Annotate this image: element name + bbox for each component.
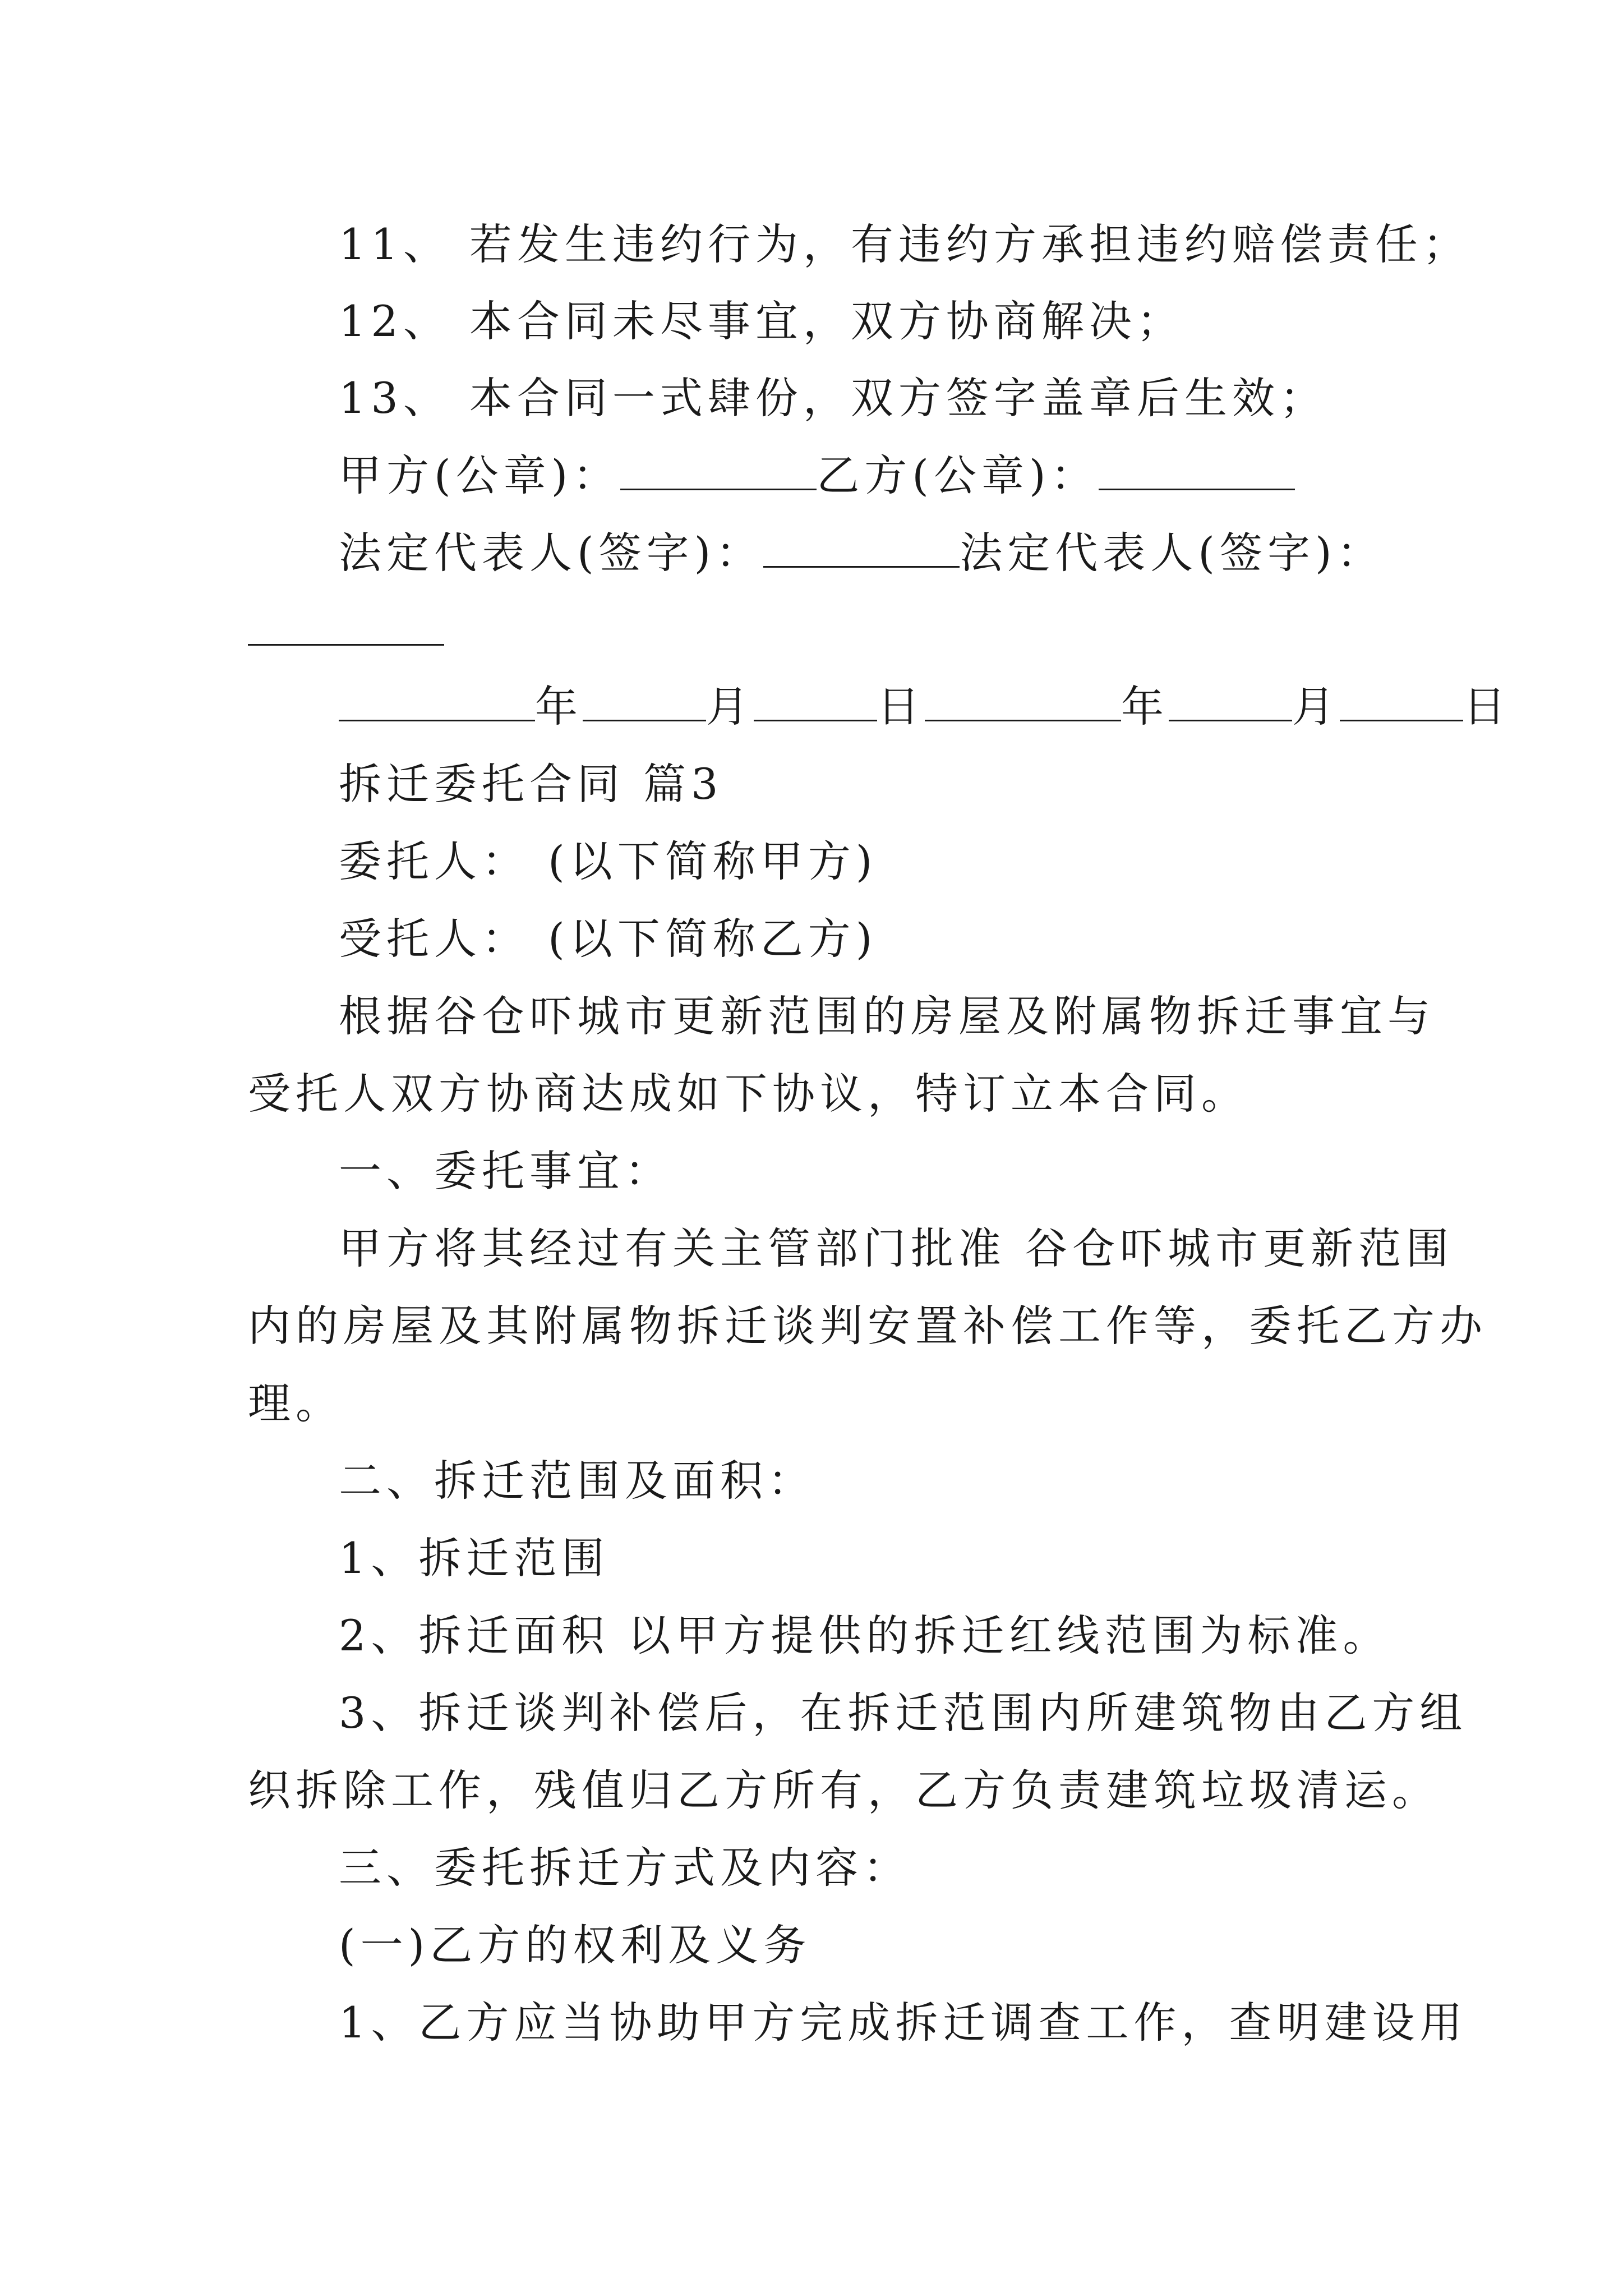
representative-line	[339, 528, 1385, 578]
obligation-item-1: 1、乙方应当协助甲方完成拆迁调查工作，查明建设用	[339, 1998, 1468, 2047]
clause-11: 11、 若发生违约行为，有违约方承担违约赔偿责任；	[339, 219, 1470, 269]
section-title: 拆迁委托合同 篇3	[339, 759, 723, 809]
party-a-representative-blank	[763, 532, 960, 568]
party-a-representative-label: 法定代表人(签字)：	[339, 528, 764, 578]
heading-scope-area: 二、拆迁范围及面积：	[339, 1456, 815, 1506]
scope-item-1: 1、拆迁范围	[339, 1533, 610, 1583]
party-a-month-blank	[583, 686, 706, 721]
agent-line: 受托人： (以下简称乙方)	[339, 914, 878, 964]
scope-item-3-line-1: 3、拆迁谈判补偿后，在拆迁范围内所建筑物由乙方组	[339, 1688, 1468, 1738]
day-label: 日	[877, 682, 925, 731]
party-b-year-blank	[925, 686, 1121, 721]
seal-line	[339, 450, 1295, 500]
date-line	[339, 682, 1511, 731]
month-label: 月	[706, 682, 754, 731]
party-b-day-blank	[1340, 686, 1463, 721]
intro-paragraph-line-2: 受托人双方协商达成如下协议，特订立本合同。	[248, 1069, 1249, 1119]
party-b-seal-blank	[1099, 455, 1295, 490]
party-a-seal-label: 甲方(公章)：	[339, 450, 621, 500]
party-a-seal-blank	[620, 455, 817, 490]
entrustment-paragraph-line-2: 内的房屋及其附属物拆迁谈判安置补偿工作等，委托乙方办	[248, 1301, 1487, 1351]
scope-item-3-line-2: 织拆除工作，残值归乙方所有，乙方负责建筑垃圾清运。	[248, 1765, 1440, 1815]
scope-item-2: 2、拆迁面积 以甲方提供的拆迁红线范围为标准。	[339, 1611, 1391, 1660]
party-b-representative-blank	[248, 644, 444, 646]
party-b-month-blank	[1169, 686, 1292, 721]
party-a-year-blank	[339, 686, 535, 721]
clause-12: 12、 本合同未尽事宜，双方协商解决；	[339, 296, 1184, 346]
entrustment-paragraph-line-3: 理。	[248, 1378, 343, 1428]
entrustment-paragraph-line-1: 甲方将其经过有关主管部门批准 谷仓吓城市更新范围	[339, 1223, 1454, 1273]
clause-13: 13、 本合同一式肆份，双方签字盖章后生效；	[339, 373, 1327, 423]
intro-paragraph-line-1: 根据谷仓吓城市更新范围的房屋及附属物拆迁事宜与	[339, 991, 1435, 1041]
heading-method-content: 三、委托拆迁方式及内容：	[339, 1843, 911, 1893]
year-label: 年	[535, 682, 583, 731]
subheading-rights-obligations: (一)乙方的权利及义务	[339, 1920, 811, 1970]
principal-line: 委托人： (以下简称甲方)	[339, 836, 878, 886]
party-b-seal-label: 乙方(公章)：	[817, 450, 1099, 500]
month-label-2: 月	[1292, 682, 1340, 731]
heading-entrustment: 一、委托事宜：	[339, 1146, 672, 1196]
day-label-2: 日	[1463, 682, 1511, 731]
party-b-representative-label: 法定代表人(签字)：	[960, 528, 1385, 578]
year-label-2: 年	[1121, 682, 1169, 731]
party-a-day-blank	[754, 686, 877, 721]
